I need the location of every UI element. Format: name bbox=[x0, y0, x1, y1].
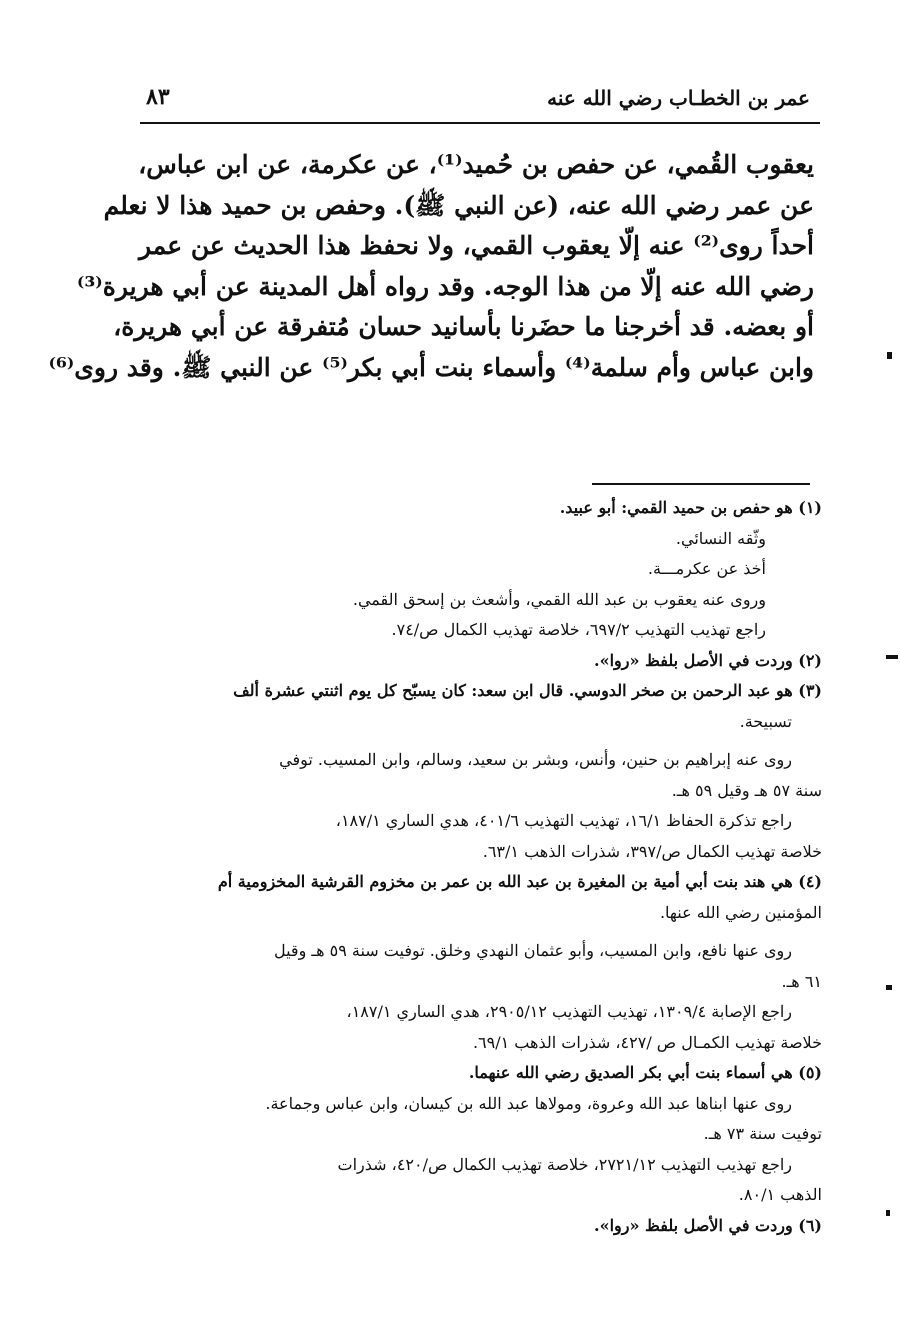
body-line: يعقوب القُمي، عن حفص بن حُميد⁽¹⁾، عن عكرمة، عن ابن عباس، bbox=[138, 150, 814, 179]
footnote-3-line: راجع تذكرة الحفاظ ١٦/١، تهذيب التهذيب ٤٠١/٦، هدي الساري ١٨٧/١، bbox=[335, 811, 792, 830]
footnote-1-line: أخذ عن عكرمـــة. bbox=[647, 559, 766, 578]
footnote-4-line: روى عنها نافع، وابن المسيب، وأبو عثمان النهدي وخلق. توفيت سنة ٥٩ هـ وقيل bbox=[273, 941, 792, 960]
scan-mark bbox=[886, 655, 898, 659]
footnote-5-line: توفيت سنة ٧٣ هـ. bbox=[703, 1124, 822, 1143]
scan-mark bbox=[886, 985, 892, 990]
footnote-2: (٢) وردت في الأصل بلفظ «روا». bbox=[594, 650, 822, 670]
body-line: أحداً روى⁽²⁾ عنه إلّا يعقوب القمي، ولا نحفظ هذا الحديث عن عمر bbox=[138, 231, 814, 260]
header-title: عمر بن الخطـاب رضي الله عنه bbox=[547, 86, 810, 110]
footnote-1-line: راجع تهذيب التهذيب ٦٩٧/٢، خلاصة تهذيب الكمال ص/٧٤. bbox=[391, 620, 766, 639]
footnote-4-line: خلاصة تهذيب الكمـال ص /٤٢٧، شذرات الذهب ٦٩/١. bbox=[472, 1032, 822, 1052]
footnote-3-line: سنة ٥٧ هـ وقيل ٥٩ هـ. bbox=[671, 780, 822, 800]
body-line: رضي الله عنه إلّا من هذا الوجه. وقد رواه أهل المدينة عن أبي هريرة⁽³⁾ bbox=[76, 271, 814, 301]
footnote-separator bbox=[592, 483, 810, 485]
body-line: أو بعضه. قد أخرجنا ما حضَرنا بأسانيد حسان مُتفرقة عن أبي هريرة، bbox=[113, 312, 814, 341]
footnote-1-line: وروى عنه يعقوب بن عبد الله القمي، وأشعث بن إسحق القمي. bbox=[352, 589, 766, 609]
footnote-5-line: روى عنها ابناها عبد الله وعروة، ومولاها عبد الله بن كيسان، وابن عباس وجماعة. bbox=[265, 1093, 792, 1113]
footnote-4-line: المؤمنين رضي الله عنها. bbox=[659, 902, 822, 922]
footnote-6: (٦) وردت في الأصل بلفظ «روا». bbox=[594, 1215, 822, 1235]
footnote-4-line: راجع الإصابة ١٣٠٩/٤، تهذيب التهذيب ٢٩٠٥/١٢، هدي الساري ١٨٧/١، bbox=[346, 1002, 792, 1021]
main-text bbox=[48, 145, 814, 388]
scan-mark bbox=[886, 1210, 890, 1216]
footnote-3-line: روى عنه إبراهيم بن حنين، وأنس، وبشر بن سعيد، وسالم، وابن المسيب. توفي bbox=[279, 750, 792, 769]
footnote-3-line: خلاصة تهذيب الكمال ص/٣٩٧، شذرات الذهب ٦٣/١. bbox=[482, 841, 822, 861]
footnote-5-line: الذهب ٨٠/١. bbox=[738, 1185, 822, 1204]
scan-mark bbox=[887, 352, 892, 359]
body-line: وابن عباس وأم سلمة⁽⁴⁾ وأسماء بنت أبي بكر⁽⁵⁾ عن النبي ﷺ. وقد روى⁽⁶⁾ bbox=[48, 352, 814, 382]
footnote-1-line: وثّقه النسائي. bbox=[675, 528, 766, 548]
footnote-3: (٣) هو عبد الرحمن بن صخر الدوسي. قال ابن سعد: كان يسبّح كل يوم اثنتي عشرة ألف bbox=[233, 681, 822, 700]
footnote-4: (٤) هي هند بنت أبي أمية بن المغيرة بن عبد الله بن عمر بن مخزوم القرشية المخزومية أم bbox=[217, 872, 822, 891]
footnote-4-line: ٦١ هـ. bbox=[781, 971, 822, 991]
running-header bbox=[140, 78, 820, 124]
footnote-1: (١) هو حفص بن حميد القمي: أبو عبيد. bbox=[559, 498, 822, 517]
footnote-3-line: تسبيحة. bbox=[739, 711, 792, 731]
footnote-5: (٥) هي أسماء بنت أبي بكر الصديق رضي الله عنهما. bbox=[468, 1063, 822, 1082]
footnotes bbox=[152, 493, 822, 1241]
footnote-5-line: راجع تهذيب التهذيب ٢٧٢١/١٢، خلاصة تهذيب الكمال ص/٤٢٠، شذرات bbox=[337, 1154, 792, 1174]
page-number: ٨٣ bbox=[146, 84, 170, 110]
body-line: عن عمر رضي الله عنه، (عن النبي ﷺ). وحفص بن حميد هذا لا نعلم bbox=[103, 190, 814, 220]
